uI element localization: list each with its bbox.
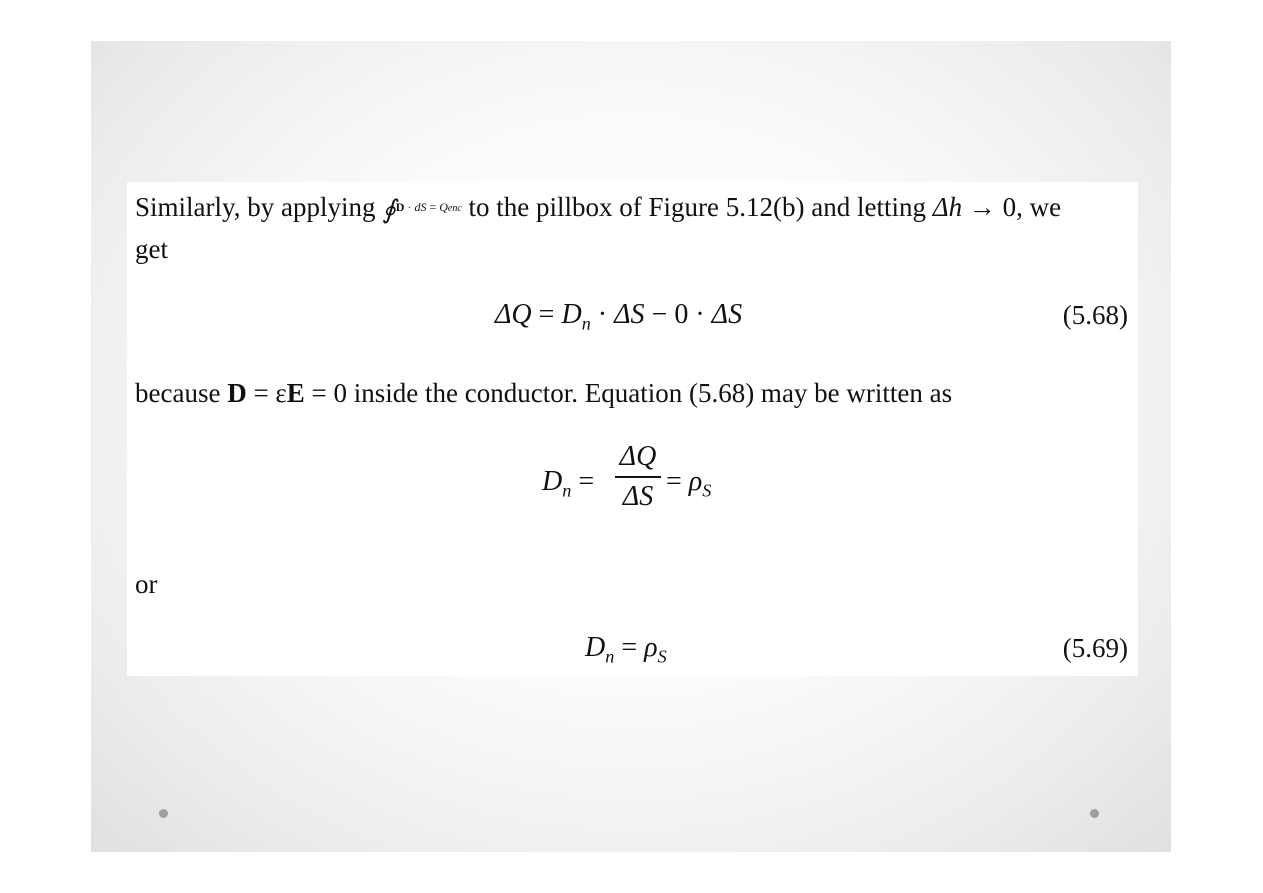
fraction: ΔQ ΔS bbox=[615, 440, 661, 514]
equation-number-5-69: (5.69) bbox=[1062, 633, 1128, 663]
equation-number-5-68: (5.68) bbox=[1062, 300, 1128, 330]
slide-bullet-left bbox=[159, 809, 168, 818]
paragraph-because: because D = εE = 0 inside the conductor. Equation (5.68) may be written as bbox=[135, 378, 953, 408]
equation-5-68: $\Delta Q = D_n \cdot \Delta S - 0 \cdot \Delta S$ bbox=[495, 299, 743, 334]
paragraph-intro: Similarly, by applying ∮D · dS = Qenc to the pillbox of Figure 5.12(b) and letting Δh → 0, we get bbox=[135, 188, 1061, 268]
text-excerpt: Similarly, by applying ∮D · dS = Qenc to the pillbox of Figure 5.12(b) and letting Δh → 0, we get $\Delta Q = D_n \cdot \Delta S - 0 \cdot \Delta S$ (5.68) because D = εE = 0 inside the conductor. Equation (5.68) may be written as $D_n$ = ΔQ ΔS = $\rho_S$ or $D_n = \rho_S$ (5.69) bbox=[127, 182, 1138, 676]
equation-5-69: $D_n = \rho_S$ bbox=[585, 632, 667, 667]
slide-bullet-right bbox=[1090, 809, 1099, 818]
inline-gauss-integral: ∮D · dS = Qenc bbox=[382, 195, 462, 225]
paragraph-or: or bbox=[135, 569, 158, 599]
